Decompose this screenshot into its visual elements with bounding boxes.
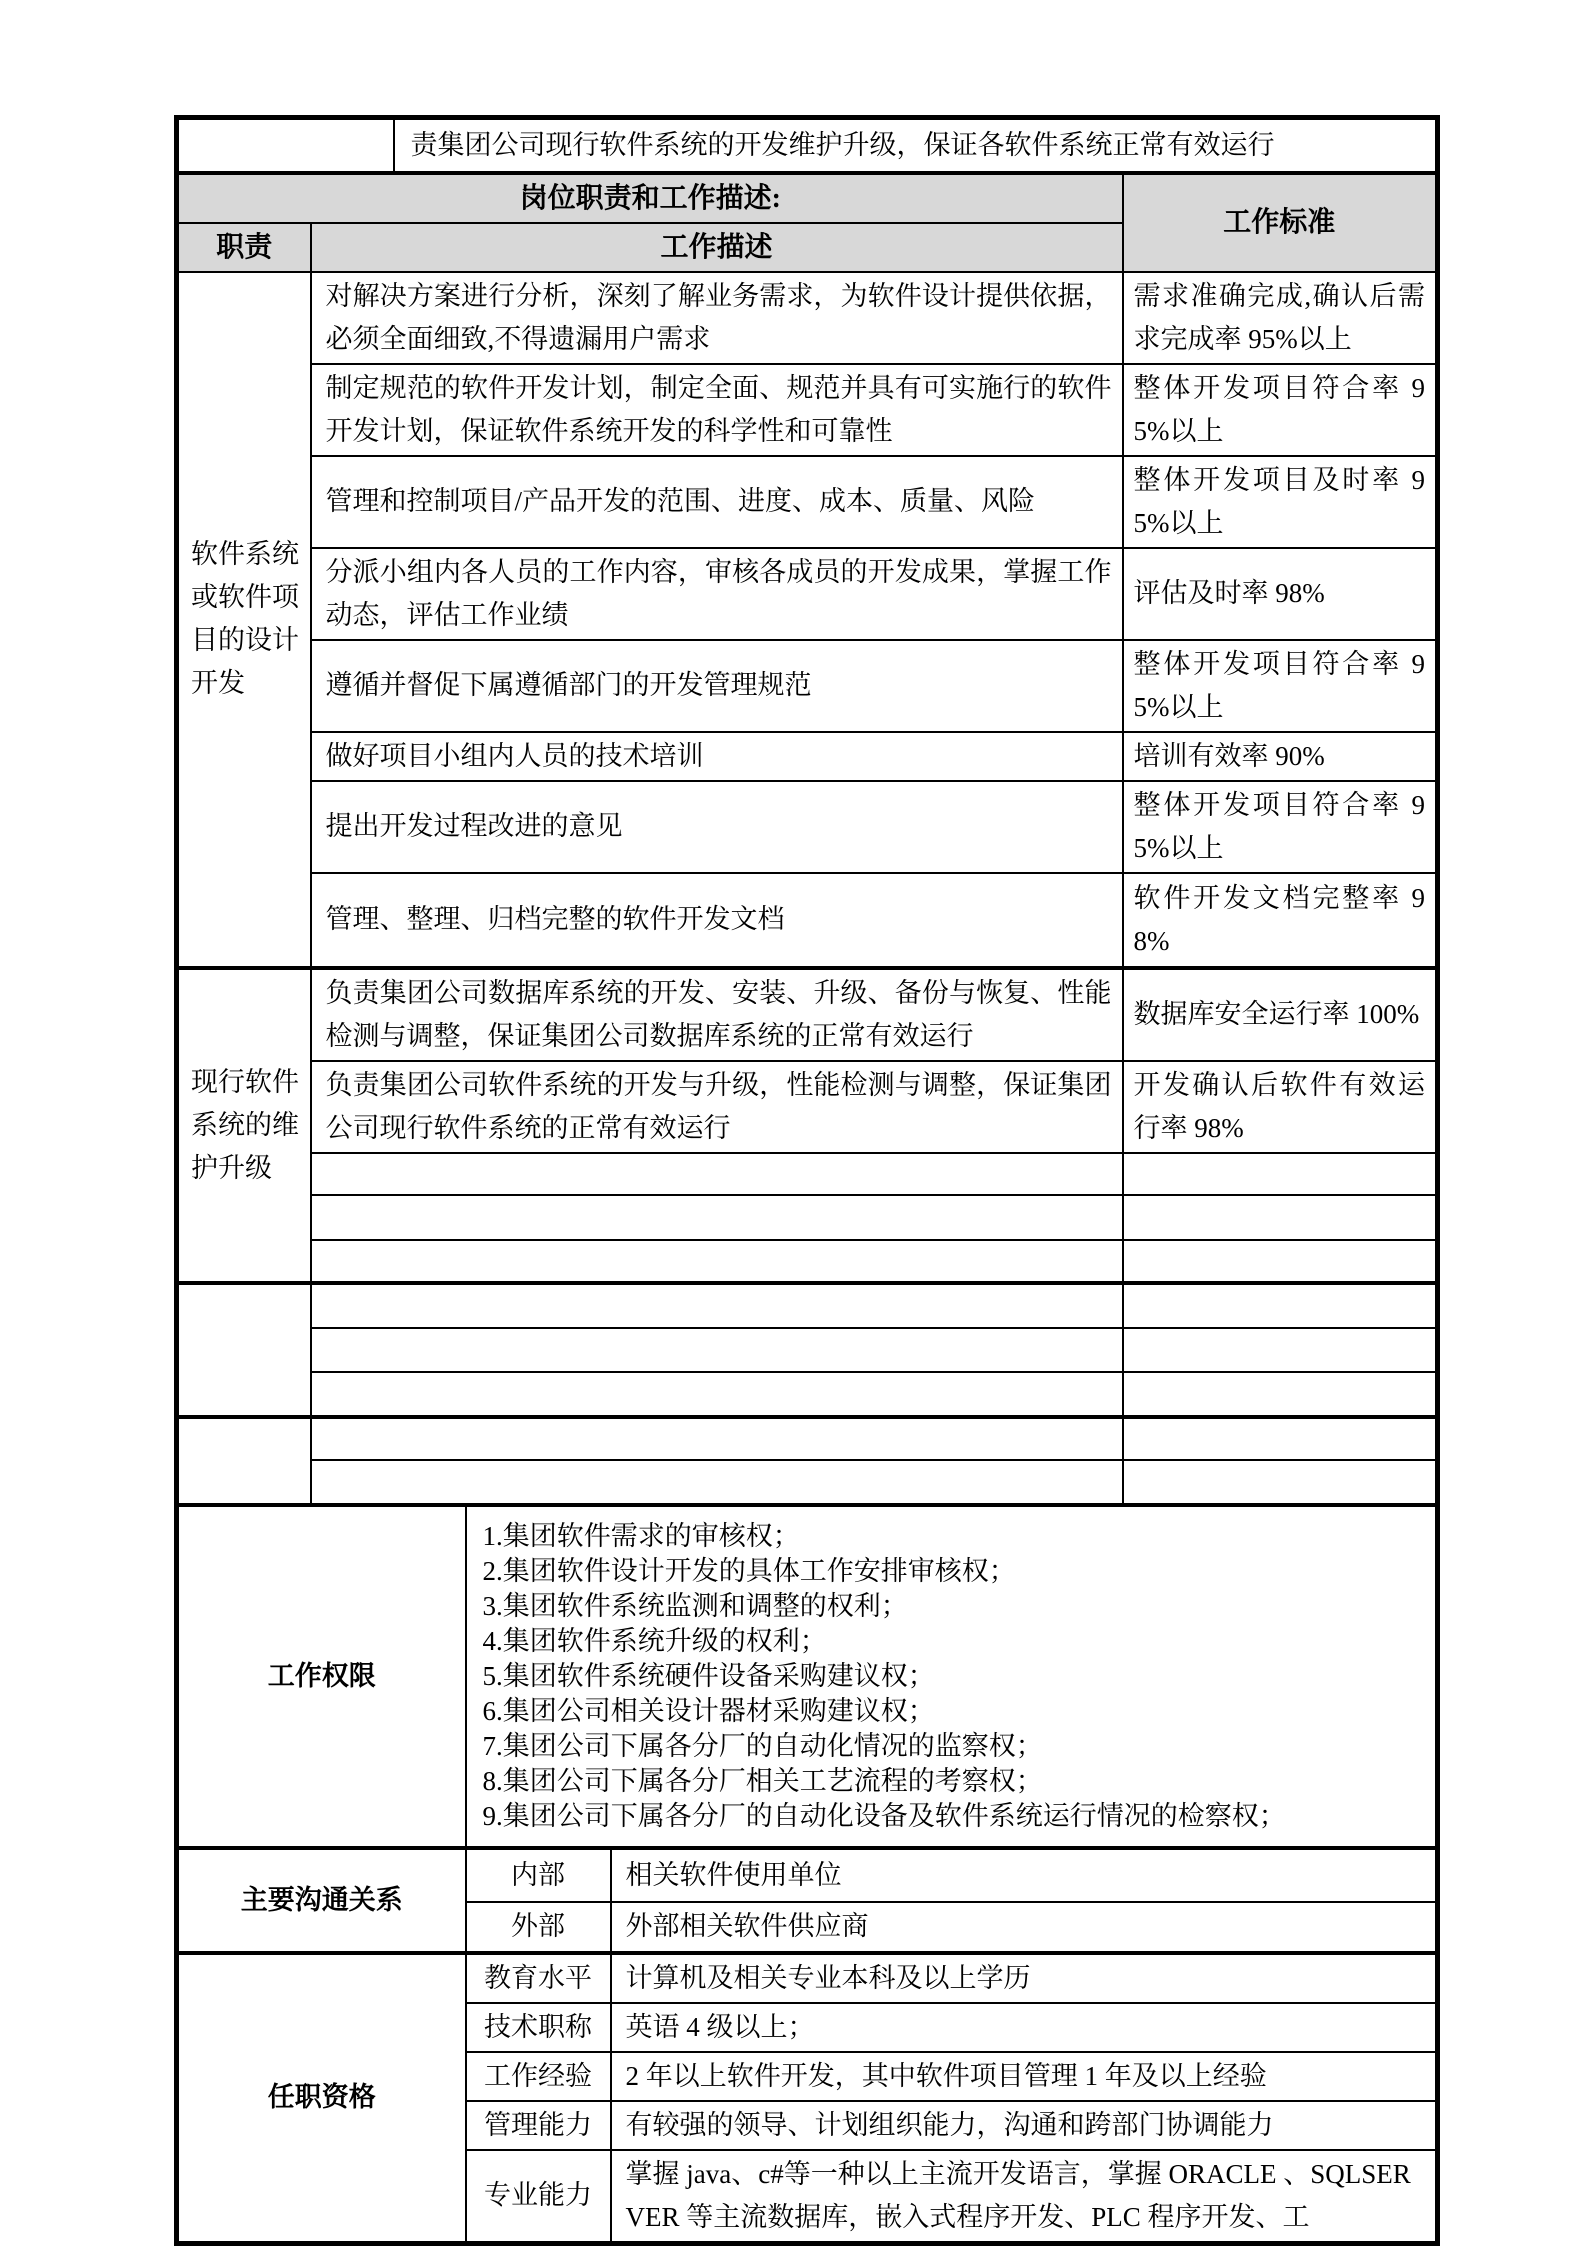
work-standard-cell: [1123, 1240, 1438, 1283]
authority-item: 5.集团软件系统硬件设备采购建议权；: [482, 1660, 935, 1691]
duty-desc-cell: 负责集团公司软件系统的开发与升级，性能检测与调整，保证集团公司现行软件系统的正常有效运行: [311, 1061, 1123, 1153]
qual-title-label: 技术职称: [466, 2003, 611, 2052]
qual-professional-label: 专业能力: [466, 2150, 611, 2244]
authority-label: 工作权限: [177, 1505, 466, 1848]
communication-label: 主要沟通关系: [177, 1848, 466, 1953]
section-label: 现行软件系统的维护升级: [177, 968, 311, 1283]
duty-desc-cell: 提出开发过程改进的意见: [311, 781, 1123, 873]
work-standard-cell: 整体开发项目符合率 95%以上: [1123, 364, 1438, 456]
duty-desc-cell: [311, 1240, 1123, 1283]
section-label: [177, 1283, 311, 1417]
duty-desc-cell: 管理、整理、归档完整的软件开发文档: [311, 873, 1123, 968]
duty-desc-cell: [311, 1283, 1123, 1328]
work-standard-cell: 整体开发项目符合率 95%以上: [1123, 781, 1438, 873]
work-standard-cell: 软件开发文档完整率 98%: [1123, 873, 1438, 968]
work-standard-cell: 评估及时率 98%: [1123, 548, 1438, 640]
qual-education-label: 教育水平: [466, 1953, 611, 2003]
authority-item: 7.集团公司下属各分厂的自动化情况的监察权；: [482, 1730, 1043, 1761]
work-standard-cell: [1123, 1417, 1438, 1460]
qual-management-value: 有较强的领导、计划组织能力，沟通和跨部门协调能力: [611, 2101, 1438, 2150]
authority-item: 3.集团软件系统监测和调整的权利；: [482, 1590, 908, 1621]
work-standard-cell: 整体开发项目及时率 95%以上: [1123, 456, 1438, 548]
header-title: 岗位职责和工作描述:: [177, 173, 1123, 223]
column-header-desc: 工作描述: [311, 223, 1123, 272]
work-standard-cell: [1123, 1328, 1438, 1372]
duty-desc-cell: [311, 1417, 1123, 1460]
duty-desc-cell: 做好项目小组内人员的技术培训: [311, 732, 1123, 781]
section-label: [177, 1417, 311, 1505]
duty-desc-cell: [311, 1328, 1123, 1372]
duty-desc-cell: 制定规范的软件开发计划，制定全面、规范并具有可实施行的软件开发计划，保证软件系统开发的科学性和可靠性: [311, 364, 1123, 456]
section-label: 软件系统或软件项目的设计开发: [177, 272, 311, 968]
continuation-empty-cell: [177, 118, 394, 173]
work-standard-cell: [1123, 1372, 1438, 1417]
work-standard-cell: [1123, 1283, 1438, 1328]
qual-experience-label: 工作经验: [466, 2052, 611, 2101]
authority-item: 6.集团公司相关设计器材采购建议权；: [482, 1695, 935, 1726]
work-standard-cell: [1123, 1153, 1438, 1195]
authority-item: 4.集团软件系统升级的权利；: [482, 1625, 827, 1656]
authority-item: 1.集团软件需求的审核权；: [482, 1520, 800, 1551]
continuation-text: 责集团公司现行软件系统的开发维护升级，保证各软件系统正常有效运行: [394, 118, 1438, 173]
duty-desc-cell: [311, 1195, 1123, 1240]
comm-external-value: 外部相关软件供应商: [611, 1902, 1438, 1953]
comm-external-label: 外部: [466, 1902, 611, 1953]
authority-list: [466, 1505, 1438, 1848]
duty-desc-cell: 管理和控制项目/产品开发的范围、进度、成本、质量、风险: [311, 456, 1123, 548]
work-standard-cell: 需求准确完成,确认后需求完成率 95%以上: [1123, 272, 1438, 364]
duty-desc-cell: 负责集团公司数据库系统的开发、安装、升级、备份与恢复、性能检测与调整，保证集团公司数据库系统的正常有效运行: [311, 968, 1123, 1061]
duty-desc-cell: [311, 1460, 1123, 1505]
qualification-label: 任职资格: [177, 1953, 466, 2244]
job-description-table: [174, 115, 1440, 2246]
work-standard-cell: 培训有效率 90%: [1123, 732, 1438, 781]
duty-desc-cell: [311, 1153, 1123, 1195]
qual-education-value: 计算机及相关专业本科及以上学历: [611, 1953, 1438, 2003]
work-standard-cell: 开发确认后软件有效运行率 98%: [1123, 1061, 1438, 1153]
duty-desc-cell: [311, 1372, 1123, 1417]
authority-item: 2.集团软件设计开发的具体工作安排审核权；: [482, 1555, 1016, 1586]
comm-internal-label: 内部: [466, 1848, 611, 1902]
duty-desc-cell: 遵循并督促下属遵循部门的开发管理规范: [311, 640, 1123, 732]
work-standard-cell: 整体开发项目符合率 95%以上: [1123, 640, 1438, 732]
authority-item: 8.集团公司下属各分厂相关工艺流程的考察权；: [482, 1765, 1043, 1796]
work-standard-cell: 数据库安全运行率 100%: [1123, 968, 1438, 1061]
qual-professional-value: 掌握 java、c#等一种以上主流开发语言，掌握 ORACLE 、SQLSERVER 等主流数据库，嵌入式程序开发、PLC 程序开发、工: [611, 2150, 1438, 2244]
qual-management-label: 管理能力: [466, 2101, 611, 2150]
qual-title-value: 英语 4 级以上；: [611, 2003, 1438, 2052]
comm-internal-value: 相关软件使用单位: [611, 1848, 1438, 1902]
duty-desc-cell: 对解决方案进行分析，深刻了解业务需求，为软件设计提供依据，必须全面细致,不得遗漏用户需求: [311, 272, 1123, 364]
qual-experience-value: 2 年以上软件开发，其中软件项目管理 1 年及以上经验: [611, 2052, 1438, 2101]
column-header-standard: 工作标准: [1123, 173, 1438, 272]
authority-item: 9.集团公司下属各分厂的自动化设备及软件系统运行情况的检察权；: [482, 1800, 1286, 1831]
column-header-duty: 职责: [177, 223, 311, 272]
work-standard-cell: [1123, 1195, 1438, 1240]
work-standard-cell: [1123, 1460, 1438, 1505]
duty-desc-cell: 分派小组内各人员的工作内容，审核各成员的开发成果，掌握工作动态，评估工作业绩: [311, 548, 1123, 640]
